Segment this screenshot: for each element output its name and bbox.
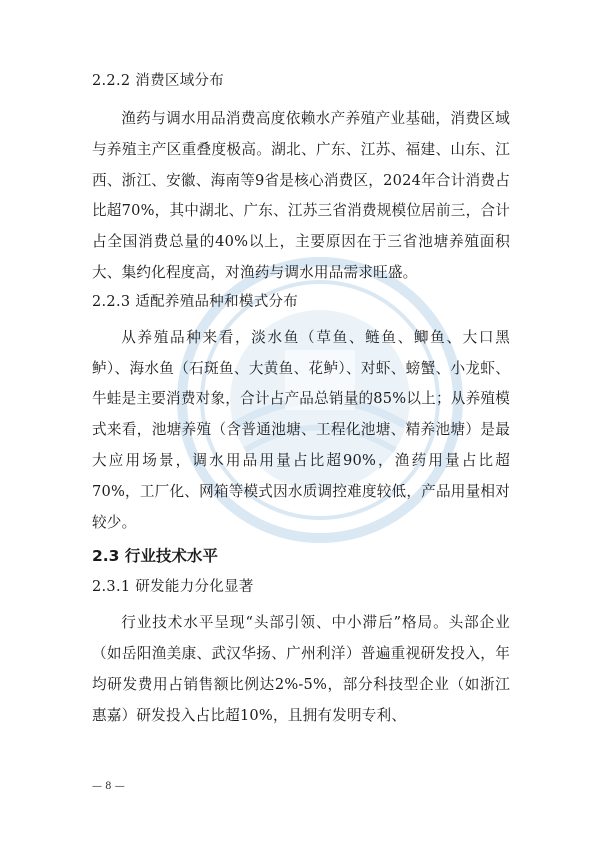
page-number: — 8 — xyxy=(92,781,125,792)
paragraph-rd-capability: 行业技术水平呈现“头部引领、中小滞后”格局。头部企业（如岳阳渔美康、武汉华扬、广州利洋）普遍重视研发投入，年均研发费用占销售额比例达2%-5%，部分科技型企业（如浙江惠嘉）研发投入占比超10%，且拥有发明专利、 xyxy=(92,614,510,724)
paragraph-species-modes: 从养殖品种来看，淡水鱼（草鱼、鲢鱼、鲫鱼、大口黑鲈）、海水鱼（石斑鱼、大黄鱼、花鲈）、对虾、螃蟹、小龙虾、牛蛙是主要消费对象，合计占产品总销量的85%以上；从养殖模式来看，池塘养殖（含普通池塘、工程化池塘、精养池塘）是最大应用场景，调水用品用量占比超90%，渔药用量占比超70%，工厂化、网箱等模式因水质调控难度较低，产品用量相对较少。 xyxy=(92,328,510,531)
heading-2-2-3: 2.2.3 适配养殖品种和模式分布 xyxy=(92,293,299,310)
document-body xyxy=(92,70,510,732)
heading-2-3-1: 2.3.1 研发能力分化显著 xyxy=(92,579,254,596)
heading-2-2-2: 2.2.2 消费区域分布 xyxy=(92,73,225,89)
paragraph-consumption-regions: 渔药与调水用品消费高度依赖水产养殖产业基础，消费区域与养殖主产区重叠度极高。湖北、广东、江苏、福建、山东、江西、浙江、安徽、海南等9省是核心消费区，2024年合计消费占比超70%，其中湖北、广东、江苏三省消费规模位居前三，合计占全国消费总量的40%以上，主要原因在于三省池塘养殖面积大、集约化程度高，对渔药与调水用品需求旺盛。 xyxy=(92,110,510,281)
heading-2-3: 2.3 行业技术水平 xyxy=(92,547,218,566)
